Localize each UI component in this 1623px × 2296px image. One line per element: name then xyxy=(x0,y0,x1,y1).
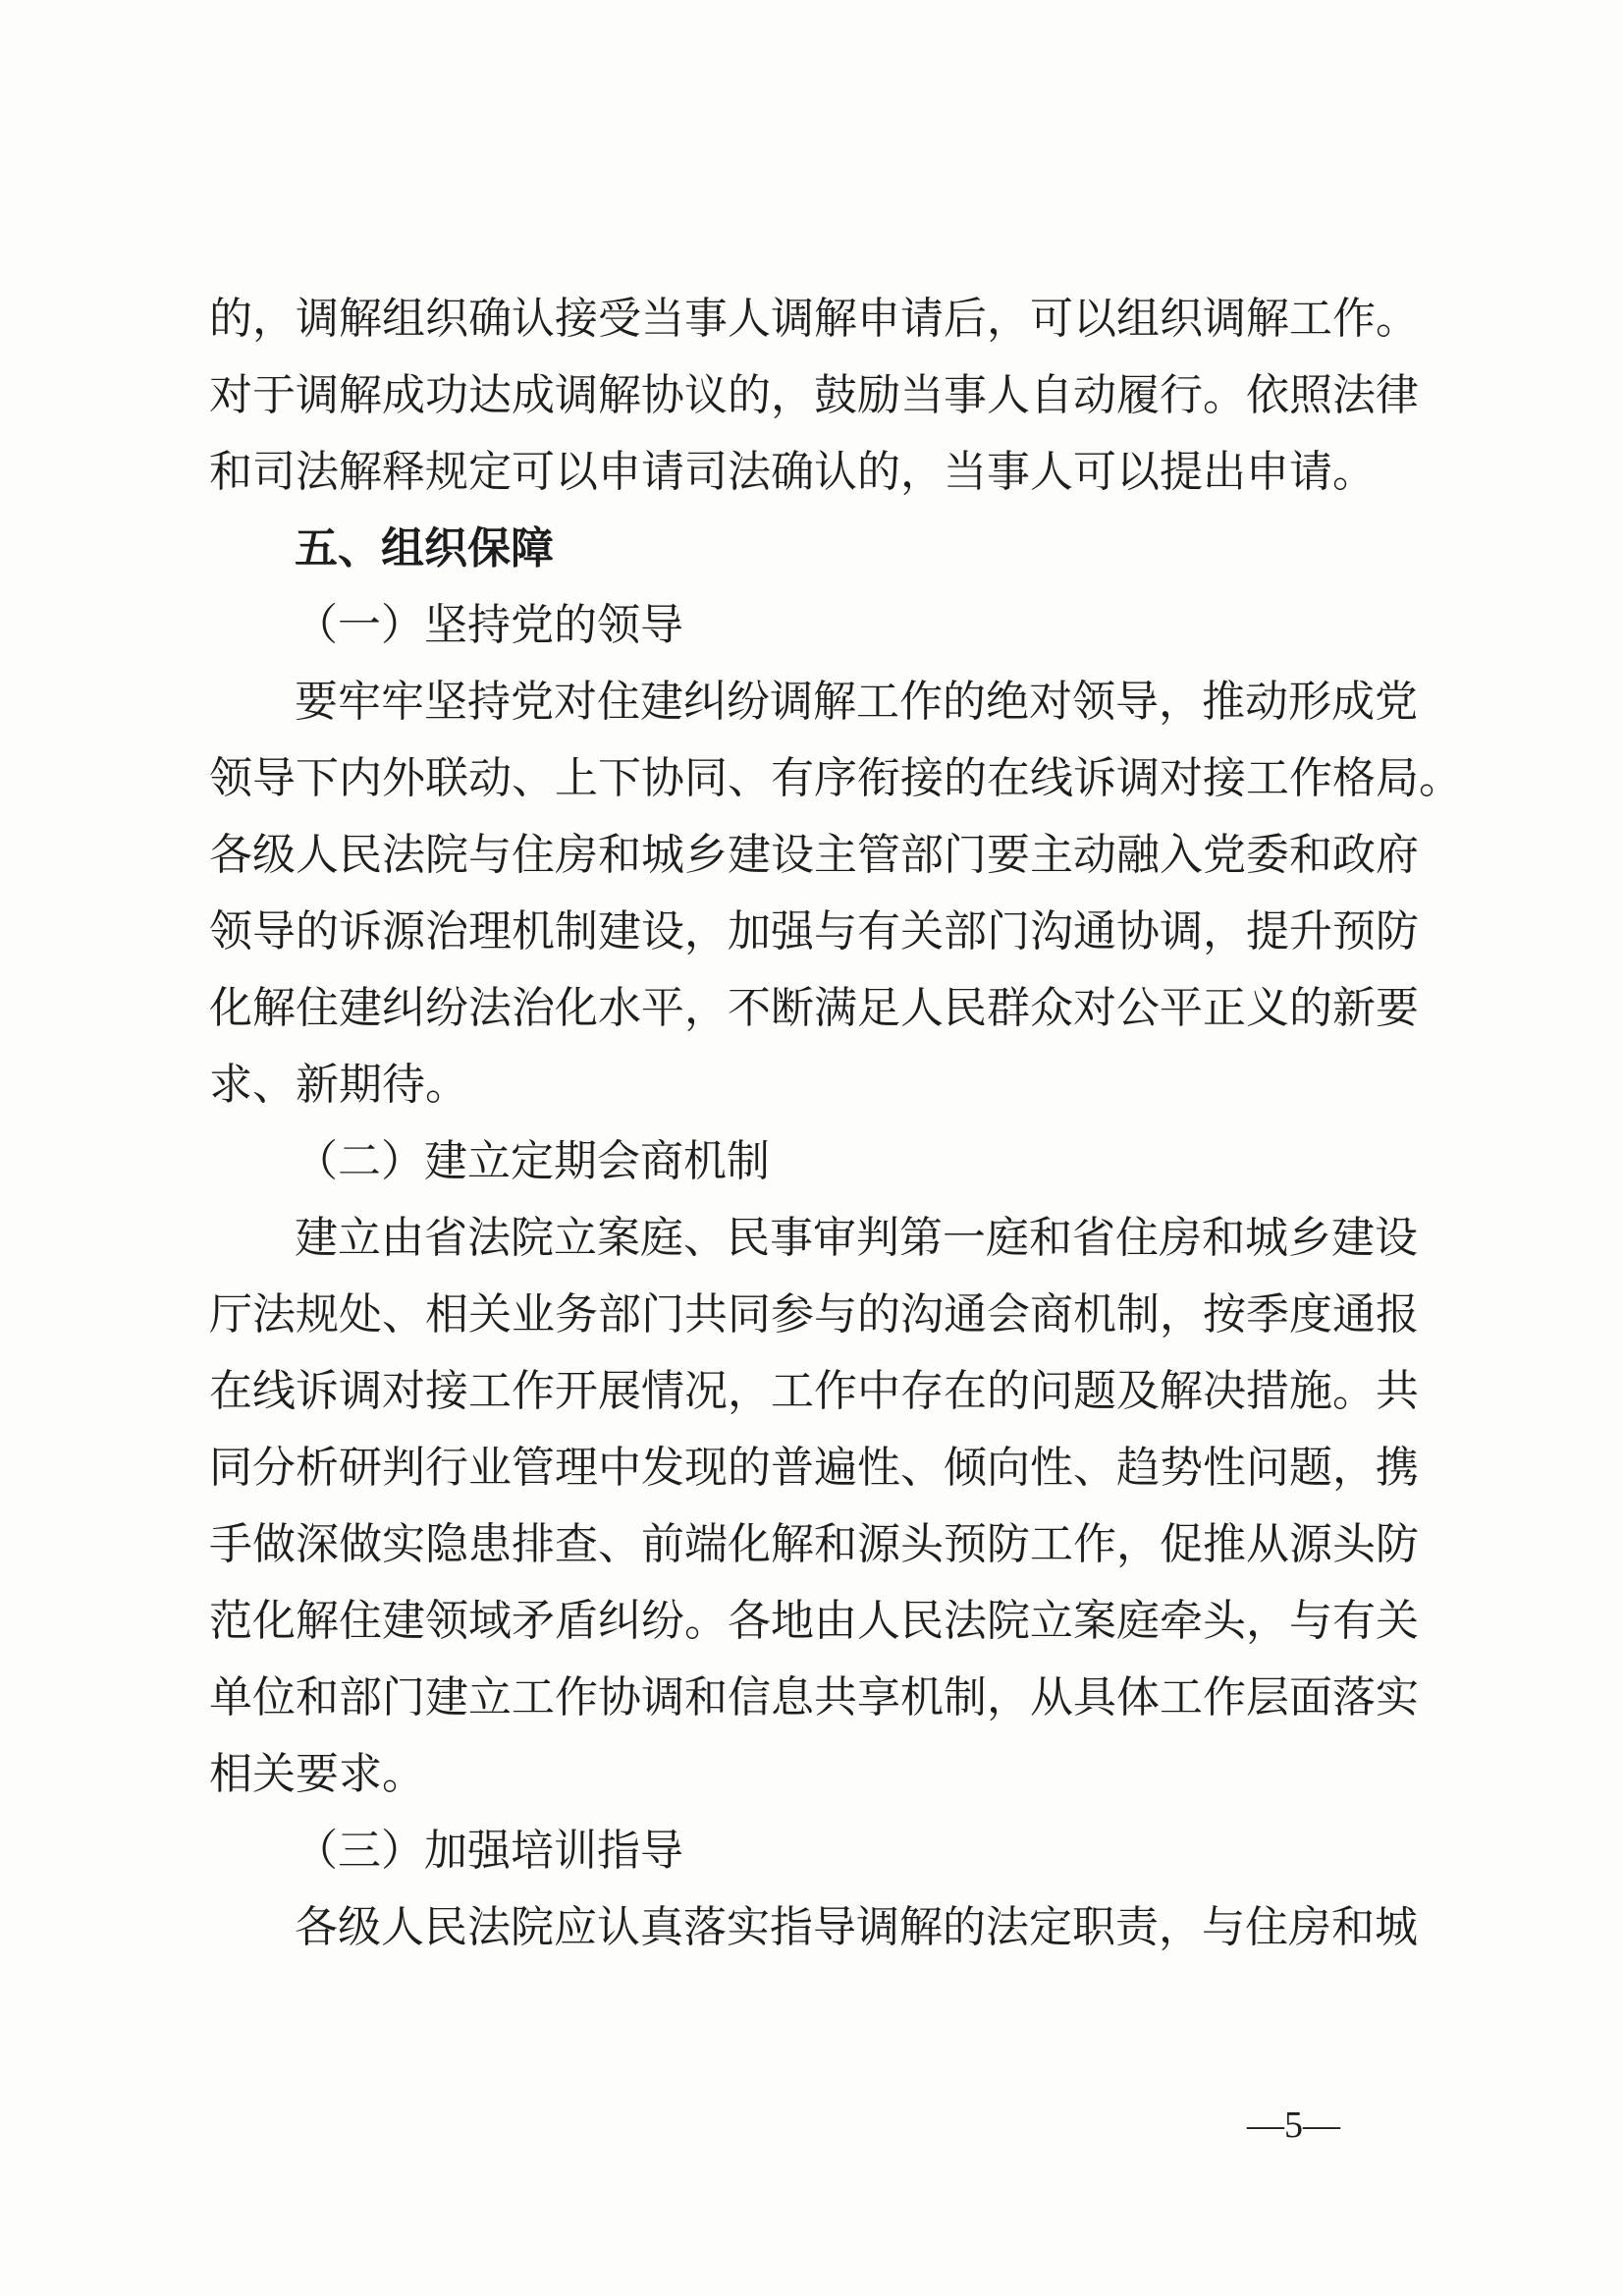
paragraph-line: 求、新期待。 xyxy=(209,1060,468,1110)
paragraph-line: 对于调解成功达成调解协议的，鼓励当事人自动履行。依照法律 xyxy=(209,370,1419,420)
paragraph-line: 各级人民法院应认真落实指导调解的法定职责，与住房和城 xyxy=(295,1902,1418,1952)
paragraph-line: 领导下内外联动、上下协同、有序衔接的在线诉调对接工作格局。 xyxy=(209,753,1462,803)
paragraph-line: 同分析研判行业管理中发现的普遍性、倾向性、趋势性问题，携 xyxy=(209,1443,1419,1493)
page-number: —5— xyxy=(1247,2105,1340,2146)
paragraph-line: 厅法规处、相关业务部门共同参与的沟通会商机制，按季度通报 xyxy=(209,1289,1419,1339)
paragraph-line: 化解住建纠纷法治化水平，不断满足人民群众对公平正义的新要 xyxy=(209,983,1419,1033)
subsection-heading: （二）建立定期会商机制 xyxy=(295,1136,770,1186)
subsection-heading: （三）加强培训指导 xyxy=(295,1826,683,1876)
paragraph-line: 手做深做实隐患排查、前端化解和源头预防工作，促推从源头防 xyxy=(209,1519,1419,1569)
section-heading: 五、组织保障 xyxy=(295,523,554,574)
paragraph-line: 建立由省法院立案庭、民事审判第一庭和省住房和城乡建设 xyxy=(295,1213,1418,1263)
paragraph-line: 相关要求。 xyxy=(209,1749,425,1799)
subsection-heading: （一）坚持党的领导 xyxy=(295,600,683,650)
paragraph-line: 各级人民法院与住房和城乡建设主管部门要主动融入党委和政府 xyxy=(209,830,1419,880)
paragraph-line: 要牢牢坚持党对住建纠纷调解工作的绝对领导，推动形成党 xyxy=(295,677,1418,727)
paragraph-line: 在线诉调对接工作开展情况，工作中存在的问题及解决措施。共 xyxy=(209,1366,1419,1416)
paragraph-line: 和司法解释规定可以申请司法确认的，当事人可以提出申请。 xyxy=(209,447,1376,497)
paragraph-line: 范化解住建领域矛盾纠纷。各地由人民法院立案庭牵头，与有关 xyxy=(209,1596,1419,1646)
paragraph-line: 的，调解组织确认接受当事人调解申请后，可以组织调解工作。 xyxy=(209,294,1419,344)
paragraph-line: 单位和部门建立工作协调和信息共享机制，从具体工作层面落实 xyxy=(209,1672,1419,1722)
paragraph-line: 领导的诉源治理机制建设，加强与有关部门沟通协调，提升预防 xyxy=(209,906,1419,957)
